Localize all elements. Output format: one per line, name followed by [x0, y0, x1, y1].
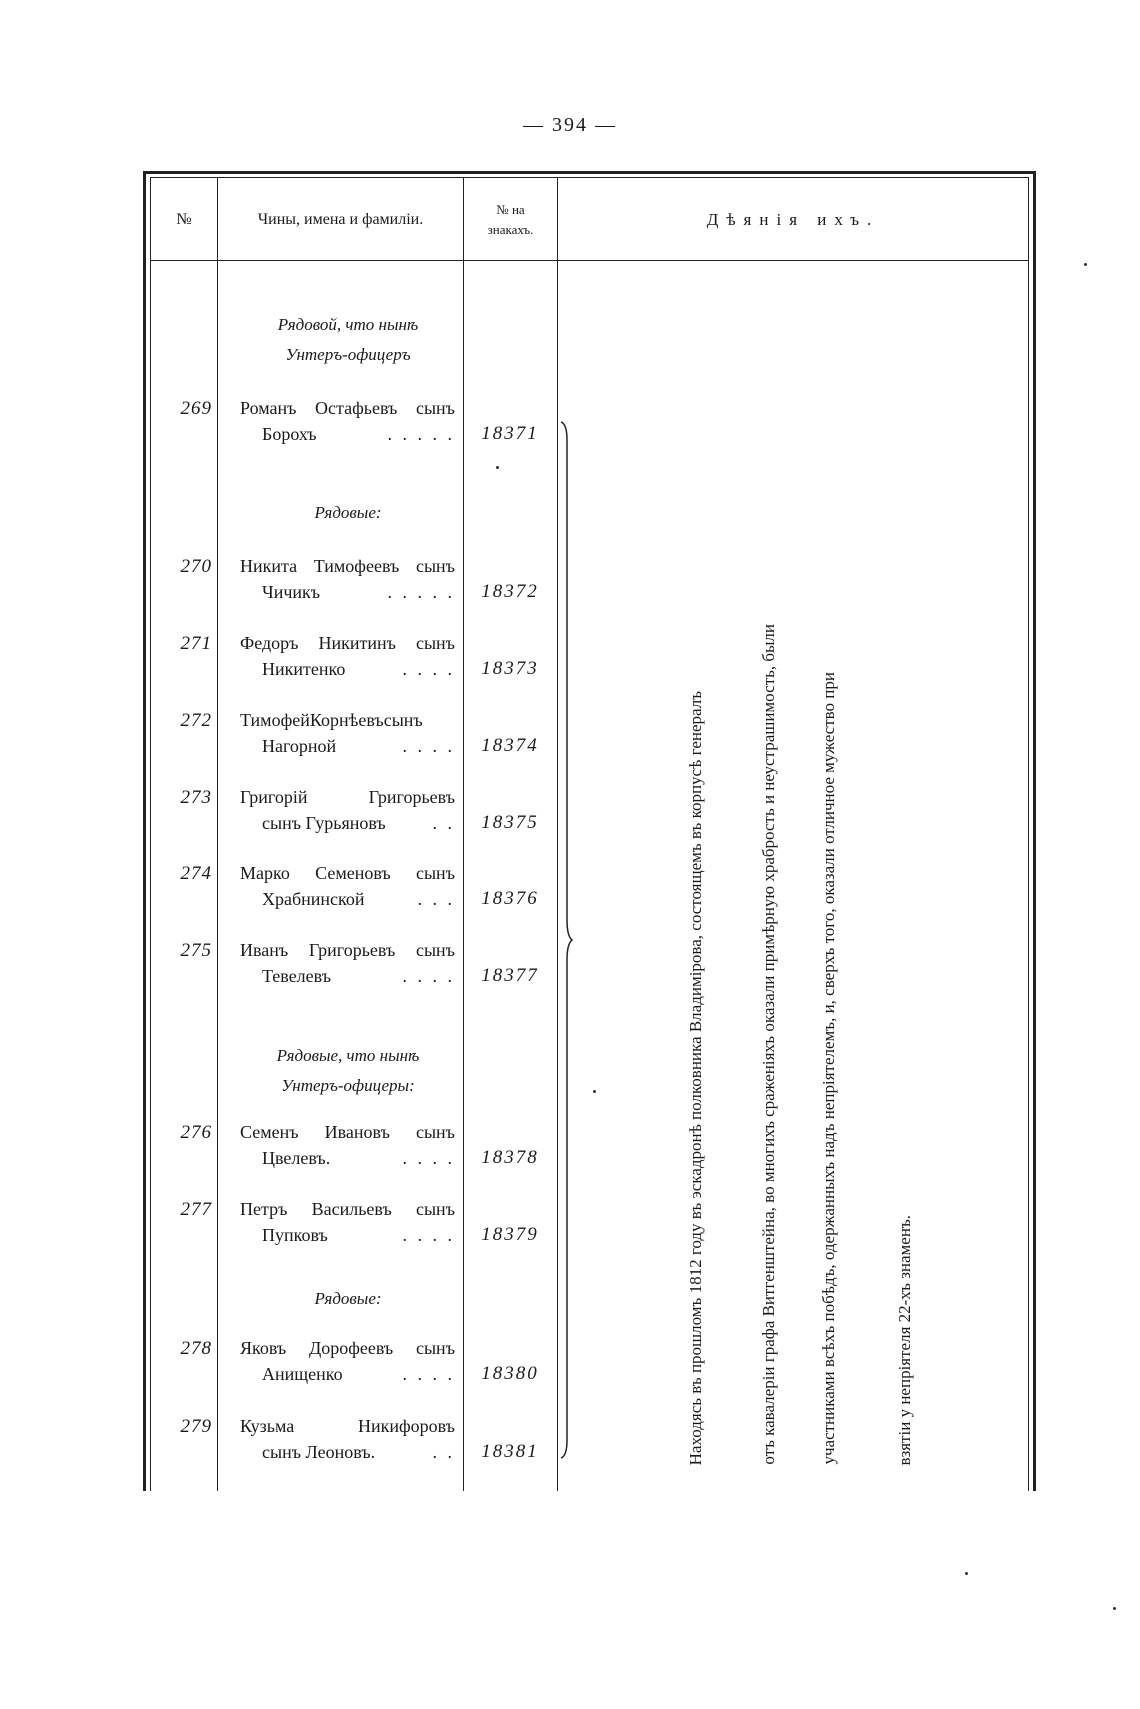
entry-name-line2: [240, 579, 455, 605]
entry-surname: Чичикъ: [262, 582, 321, 602]
column-divider-badge: [557, 177, 558, 1491]
entry-dots: . . . .: [402, 1225, 455, 1245]
entry-name-line2: [240, 1222, 455, 1248]
entry-surname: Никитенко: [262, 659, 346, 679]
entry-name-line2: [240, 656, 455, 682]
entry-name-line2: [240, 886, 455, 912]
entry-surname: Нагорной: [262, 736, 337, 756]
entry-number: 274: [180, 863, 212, 884]
entry-name-line1: Никита Тимофеевъ сынъ: [240, 556, 455, 576]
entry-dots: . . .: [417, 889, 455, 909]
entry-name: [240, 937, 455, 989]
section-heading: [232, 1041, 464, 1101]
entry-name-line1: Семенъ Ивановъ сынъ: [240, 1122, 455, 1142]
entry-name-line2: [240, 1439, 455, 1465]
paper-speck: [965, 1572, 968, 1575]
entry-name: [240, 1119, 455, 1171]
entry-surname: Тевелевъ: [262, 966, 332, 986]
entry-dots: . . . .: [402, 1148, 455, 1168]
entry-name: [240, 784, 455, 836]
entry-name-line1: Иванъ Григорьевъ сынъ: [240, 940, 455, 960]
entry-dots: . . . .: [402, 1364, 455, 1384]
entry-surname: Цвелевъ.: [262, 1148, 331, 1168]
entry-name-line2: [240, 963, 455, 989]
entry-dots: . .: [432, 813, 455, 833]
entry-name: [240, 395, 455, 447]
header-number: №: [176, 211, 192, 228]
entry-dots: . . . .: [402, 736, 455, 756]
entry-surname: сынъ Леоновъ.: [262, 1442, 376, 1462]
entry-number: 270: [180, 556, 212, 577]
entry-name-line1: Кузьма Никифоровъ: [240, 1416, 455, 1436]
deeds-text-line: участниками всѣхъ побѣдъ, одержанныхъ надъ непріятелемъ, и, сверхъ того, оказали отличное мужество при: [819, 672, 838, 1465]
entry-surname: Анищенко: [262, 1364, 343, 1384]
entry-number: 273: [180, 787, 212, 808]
entry-badge-number: 18371: [481, 423, 539, 444]
section-heading: Рядовые:: [314, 1289, 382, 1308]
entry-name: [240, 1413, 455, 1465]
entry-name-line1: Григорій Григорьевъ: [240, 787, 455, 807]
entry-name: [240, 630, 455, 682]
entry-badge-number: 18381: [481, 1441, 539, 1462]
page-number: — 394 —: [523, 114, 617, 136]
entry-name: [240, 1196, 455, 1248]
entry-badge-number: 18379: [481, 1224, 539, 1245]
entry-badge-number: 18374: [481, 735, 539, 756]
entry-surname: Пупковъ: [262, 1225, 328, 1245]
section-heading-line: Унтеръ-офицеры:: [281, 1076, 415, 1095]
section-heading-line: Унтеръ-офицеръ: [285, 345, 411, 364]
entry-name: [240, 860, 455, 912]
entry-name-line2: [240, 1145, 455, 1171]
entry-number: 279: [180, 1416, 212, 1437]
column-divider-number: [217, 177, 218, 1491]
paper-speck: [1113, 1607, 1116, 1610]
paper-speck: [1084, 263, 1087, 266]
grouping-brace: [559, 420, 573, 1460]
entry-name-line2: [240, 421, 455, 447]
header-divider: [150, 260, 1029, 261]
deeds-column-3: [811, 415, 847, 1465]
entry-dots: . . . .: [402, 659, 455, 679]
entry-name-line2: [240, 1361, 455, 1387]
entry-number: 276: [180, 1122, 212, 1143]
entry-badge-number: 18373: [481, 658, 539, 679]
entry-surname: сынъ Гурьяновъ: [262, 813, 386, 833]
entry-number: 269: [180, 398, 212, 419]
section-heading: [232, 310, 464, 370]
entry-badge-number: 18378: [481, 1147, 539, 1168]
entry-number: 275: [180, 940, 212, 961]
entry-number: 272: [180, 710, 212, 731]
entry-badge-number: 18372: [481, 581, 539, 602]
deeds-column-2: [751, 415, 787, 1465]
entry-dots: . . . .: [402, 966, 455, 986]
entry-surname: Борохъ: [262, 424, 317, 444]
deeds-text-line: взятіи у непріятеля 22-хъ знаменъ.: [895, 1214, 914, 1465]
entry-dots: . .: [432, 1442, 455, 1462]
entry-name-line1: Яковъ Дорофеевъ сынъ: [240, 1338, 455, 1358]
deeds-column-4: [887, 415, 923, 1465]
entry-name-line2: [240, 810, 455, 836]
section-heading-line: Рядовой, что нынѣ: [277, 315, 419, 334]
entry-number: 277: [180, 1199, 212, 1220]
entry-name: [240, 553, 455, 605]
entry-badge-number: 18375: [481, 812, 539, 833]
header-badge: [464, 182, 557, 258]
entry-name-line1: Федоръ Никитинъ сынъ: [240, 633, 455, 653]
deeds-column-1: [678, 415, 714, 1465]
header-badge-line2: знакахъ.: [487, 222, 534, 237]
entry-name-line1: Марко Семеновъ сынъ: [240, 863, 455, 883]
entry-number: 278: [180, 1338, 212, 1359]
header-badge-line1: № на: [496, 202, 525, 217]
entry-surname: Храбнинской: [262, 889, 365, 909]
paper-speck: [496, 466, 499, 469]
header-deeds: Дѣянія ихъ.: [706, 210, 880, 229]
deeds-text-line: отъ кавалеріи графа Витгенштейна, во многихъ сраженіяхъ оказали примѣрную храбрость и неустрашимость, были: [759, 624, 778, 1465]
section-heading: Рядовые:: [314, 503, 382, 522]
entry-badge-number: 18380: [481, 1363, 539, 1384]
paper-speck: [593, 1090, 596, 1093]
entry-badge-number: 18376: [481, 888, 539, 909]
entry-dots: . . . . .: [387, 424, 455, 444]
deeds-text-line: Находясь въ прошломъ 1812 году въ эскадронѣ полковника Владимірова, состоящемъ въ корпусѣ генералъ: [686, 690, 705, 1465]
entry-name-line1: Петръ Васильевъ сынъ: [240, 1199, 455, 1219]
entry-dots: . . . . .: [387, 582, 455, 602]
entry-name: [240, 707, 455, 759]
entry-number: 271: [180, 633, 212, 654]
entry-name: [240, 1335, 455, 1387]
entry-name-line1: ТимофейКорнѣевъсынъ: [240, 710, 423, 730]
entry-name-line2: [240, 733, 455, 759]
entry-badge-number: 18377: [481, 965, 539, 986]
entry-name-line1: Романъ Остафьевъ сынъ: [240, 398, 455, 418]
header-names: Чины, имена и фамиліи.: [257, 211, 424, 228]
section-heading-line: Рядовые, что нынѣ: [276, 1046, 420, 1065]
